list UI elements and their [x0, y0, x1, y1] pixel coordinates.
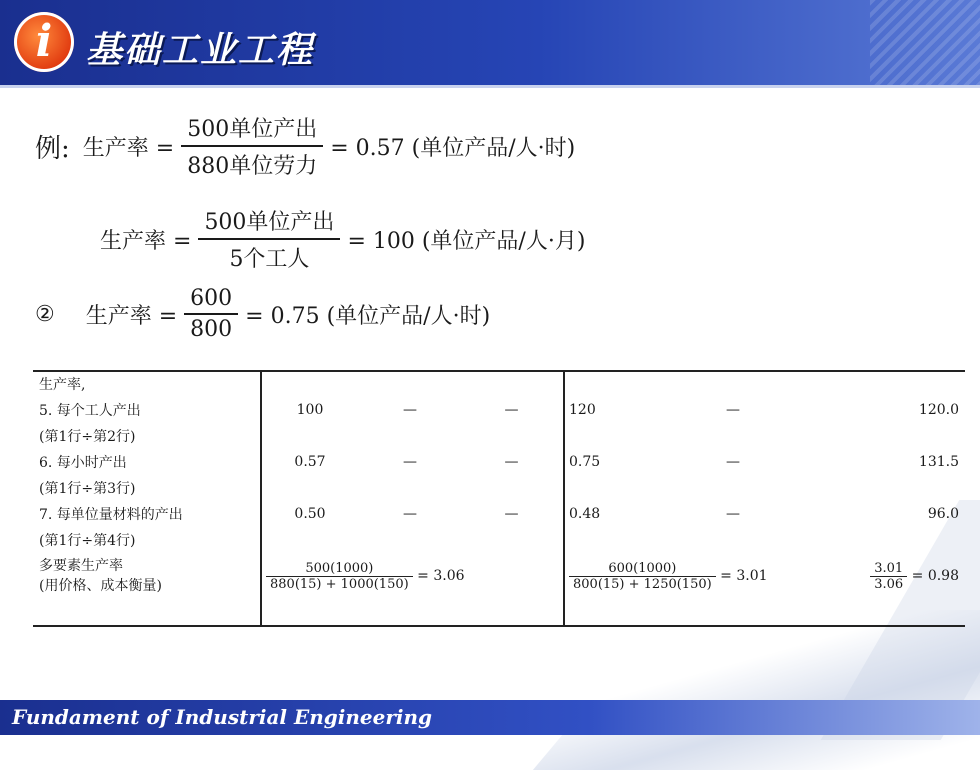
fraction [266, 561, 413, 592]
fraction [184, 286, 238, 342]
table-cell: 0.75 [569, 454, 601, 470]
table-cell: — [726, 402, 740, 418]
footer-title: Fundament of Industrial Engineering [12, 705, 432, 729]
formula-lhs: 生产率 = [100, 228, 192, 254]
result-value: = 0.98 [911, 568, 959, 584]
table-cell: — [403, 454, 417, 470]
table-row [33, 527, 965, 553]
table-cell [563, 553, 793, 599]
table-cell: 0.50 [294, 506, 326, 522]
row-label [33, 553, 260, 599]
numerator: 500(1000) [266, 561, 413, 577]
table-cell: — [726, 454, 740, 470]
row-label: (第1行÷第3行) [39, 481, 136, 497]
denominator: 3.06 [874, 576, 904, 592]
numerator: 500单位产出 [181, 112, 323, 147]
table-cell: — [504, 506, 519, 522]
numerator: 3.01 [870, 561, 907, 577]
table-row [33, 423, 965, 449]
table-row [33, 501, 965, 527]
example-label: 例: [35, 133, 70, 164]
table-cell: 131.5 [918, 454, 959, 470]
table-row [33, 553, 965, 599]
table-cell: — [403, 402, 417, 418]
result-value: = 3.01 [720, 568, 768, 584]
footer-bar [0, 700, 980, 735]
denominator: 880(15) + 1000(150) [270, 576, 409, 592]
formula-rhs: = 100 (单位产品/人·月) [347, 228, 586, 254]
multi-label: 多要素生产率 [39, 558, 123, 574]
table-cell: 0.57 [294, 454, 326, 470]
table-cell: 100 [296, 402, 324, 418]
table-row [33, 371, 965, 397]
table-row [33, 449, 965, 475]
fraction [198, 205, 340, 273]
result-value: = 3.06 [417, 568, 465, 584]
table-cell [260, 553, 563, 599]
productivity-table [33, 371, 965, 599]
formula-3 [35, 286, 490, 342]
numerator: 600 [184, 286, 238, 315]
background-swoosh [533, 610, 980, 770]
table-row [33, 397, 965, 423]
row-label: (第1行÷第2行) [39, 429, 136, 445]
denominator: 800 [190, 317, 233, 342]
header-divider [0, 85, 980, 88]
formula-2 [100, 205, 585, 273]
table-cell: 120 [569, 402, 596, 418]
row-label: (第1行÷第4行) [39, 533, 136, 549]
table-cell: — [403, 506, 417, 522]
formula-1 [35, 112, 575, 180]
table-cell: 120.0 [918, 402, 959, 418]
table-cell: — [504, 454, 519, 470]
fraction [569, 561, 716, 592]
row-label: 7. 每单位量材料的产出 [39, 507, 183, 523]
formula-rhs: = 0.57 (单位产品/人·时) [330, 135, 576, 161]
fraction [870, 561, 907, 592]
formula-rhs: = 0.75 (单位产品/人·时) [245, 303, 491, 329]
table-cell: — [504, 402, 519, 418]
formula-lhs: 生产率 = [85, 303, 178, 329]
row-label: 5. 每个工人产出 [39, 403, 141, 419]
denominator: 800(15) + 1250(150) [573, 576, 712, 592]
table-cell [793, 553, 965, 599]
numerator: 600(1000) [569, 561, 716, 577]
table-cell: 96.0 [927, 506, 959, 522]
logo-letter: i [35, 16, 53, 67]
table-bottom-rule [33, 625, 965, 627]
table-cell: 0.48 [569, 506, 601, 522]
keyboard-decoration [870, 0, 980, 85]
table-row [33, 475, 965, 501]
table-cell: — [726, 506, 740, 522]
multi-label-sub: (用价格、成本衡量) [39, 578, 162, 594]
denominator: 5个工人 [229, 247, 310, 272]
numerator: 500单位产出 [198, 205, 340, 240]
row-label: 生产率, [39, 377, 86, 393]
fraction [181, 112, 323, 180]
formula-marker: ② [35, 301, 55, 327]
denominator: 880单位劳力 [187, 154, 318, 179]
slide-title: 基础工业工程 [86, 29, 315, 71]
formula-lhs: 生产率 = [82, 135, 175, 161]
row-label: 6. 每小时产出 [39, 455, 127, 471]
